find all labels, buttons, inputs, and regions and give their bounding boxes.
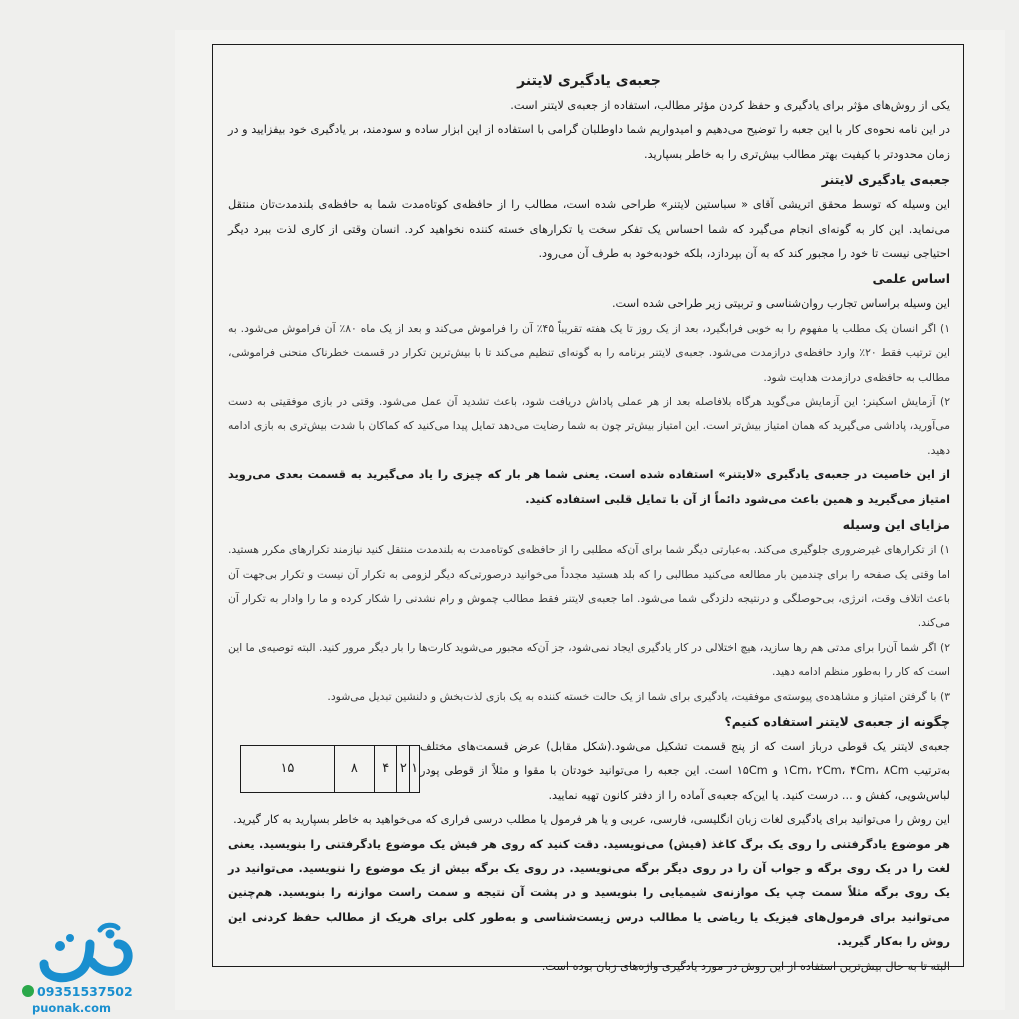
advantage-item-1: ۱) از تکرارهای غیرضروری جلوگیری می‌کند. به‌عبارتی دیگر شما برای آن‌که مطلبی را از حافظه‌ی کوتاه‌مدت به بلندمدت منتقل کنید نیازمند تکرارهای مکرر هستید. اما وقتی یک صفحه را برای چندمین بار مطالعه می‌کنید مطالبی را که بلد هستید مجدداً می‌خوانید درصورتی‌که دیگر لزومی به تکرار آن نیست و تکرار بی‌جهت آن باعث اتلاف وقت، انرژی، بی‌حوصلگی و درنتیجه دلزدگی شما می‌شود. اما جعبه‌ی لایتنر فقط مطالب چموش و رام نشدنی را شکار کرده و ما را وادار به تکرار آن می‌کند. xyxy=(228,543,950,630)
scientific-basis-conclusion: از این خاصیت در جعبه‌ی یادگیری «لایتنر» استفاده شده است. یعنی شما هر بار که چیزی را یاد می‌گیرید به قسمت بعدی می‌روید امتیاز می‌گیرید و همین باعث می‌شود دائماً از آن با تمایل قلبی استفاده کنید. xyxy=(228,468,950,506)
scientific-basis-item-2: ۲) آزمایش اسکینر: این آزمایش می‌گوید هرگاه بلافاصله بعد از هر عملی پاداش دریافت شود، باعث تشدید آن عمل می‌شود. وقتی در بازی موفقیتی به دست می‌آورید، پاداشی می‌گیرید که همان امتیاز بیش‌تر است. این امتیاز بیش‌تر چون به شما رضایت می‌دهد تمایل پیدا می‌کنید که کماکان با شدت بیش‌تری به بازی ادامه دهید. xyxy=(228,395,950,457)
section-heading-how-to-use: چگونه از جعبه‌ی لایتنر استفاده کنیم؟ xyxy=(724,713,950,729)
leitner-box-description: این وسیله که توسط محقق اتریشی آقای « سباستین لایتنر» طراحی شده است، مطالب را از حافظه‌ی کوتاه‌مدت شما به حافظه‌ی بلندمدت‌تان منتقل می‌نماید. این کار به گونه‌ای انجام می‌گیرد که شما احساس یک تفکر سخت یا تکرارهای خسته کننده نخواهید کرد. انسان وقتی از کاری لذت ببرد دیگر احتیاجی نیست تا خود را مجبور کند که به آن بپردازد، بلکه خودبه‌خود به طرف آن می‌رود. xyxy=(228,198,950,261)
box-cell-1: ۱ xyxy=(411,760,419,776)
box-cell-4: ۴ xyxy=(375,746,398,792)
leitner-box-diagram xyxy=(240,745,420,793)
document-title: جعبه‌ی یادگیری لایتنر xyxy=(517,73,661,89)
usage-paragraph-1: این روش را می‌توانید برای یادگیری لغات زبان انگلیسی، فارسی، عربی و یا هر فرمول یا مطلب درسی فراری که می‌خواهید به خاطر بسپارید به کار گیرید. xyxy=(233,813,950,827)
box-description-text: جعبه‌ی لایتنر یک قوطی درباز است که از پنج قسمت تشکیل می‌شود.(شکل مقابل) عرض قسمت‌های مختلف به‌ترتیب ۱Cm، ۲Cm، ۴Cm، ۸Cm و ۱۵Cm است. این جعبه را می‌توانید خودتان با مقوا و مثلاً از قوطی پودر لباس‌شویی، کفش و ... درست کنید. یا این‌که جعبه‌ی آماده را از دفتر کانون تهیه نمایید. xyxy=(420,739,950,802)
whatsapp-icon xyxy=(22,985,34,997)
section-heading-leitner-box: جعبه‌ی یادگیری لایتنر xyxy=(821,172,950,188)
section-heading-advantages: مزایای این وسیله xyxy=(842,517,950,533)
phone-number: 09351537502 xyxy=(37,984,133,999)
box-cell-2: ۲ xyxy=(397,746,410,792)
advantage-item-2: ۲) اگر شما آن‌را برای مدتی هم رها سازید، هیچ اختلالی در کار یادگیری ایجاد نمی‌شود، جز آن‌که مجبور می‌شوید کارت‌ها را بار دیگر مرور کنید. البته توصیه‌ی ما این است که کار را به‌طور منظم ادامه دهید. xyxy=(228,640,950,679)
contact-phone xyxy=(22,984,133,999)
usage-paragraph-2: هر موضوع یادگرفتنی را روی یک برگ کاغذ (فیش) می‌نویسید. دقت کنید که روی هر فیش یک موضوع یادگرفتنی را بنویسید. یعنی لغت را در یک روی برگه و جواب آن را در روی دیگر برگه می‌نویسید. در روی یک برگه بیش از یک موضوع را ننویسید. می‌توانید در یک روی برگه مثلاً سمت چپ یک موازنه‌ی شیمیایی را بنویسید و در پشت آن نتیجه و سمت راست موازنه را بنویسید. هم‌چنین می‌توانید برای فرمول‌های فیزیک یا ریاضی یا مطالب درس زیست‌شناسی و به‌طور کلی برای هریک از مطالب حفظ کردنی این روش را به‌کار گیرید. xyxy=(228,837,950,949)
section-heading-scientific-basis: اساس علمی xyxy=(872,271,950,287)
box-cell-8: ۸ xyxy=(335,746,375,792)
scientific-basis-item-1: ۱) اگر انسان یک مطلب یا مفهوم را به خوبی فرابگیرد، بعد از یک روز تا یک هفته تقریباً ۴۵٪ آن را فراموش می‌کند و بعد از یک ماه ۸۰٪ آن فراموش می‌شود. به این ترتیب فقط ۲۰٪ وارد حافظه‌ی درازمدت می‌شود. جعبه‌ی لایتنر برنامه را به گونه‌ای تنظیم می‌کند تا با بیش‌ترین تکرار در قسمت خطرناک منحنی فراموشی، مطالب به حافظه‌ی درازمدت هدایت شود. xyxy=(228,321,950,384)
intro-paragraph-2: در این نامه نحوه‌ی کار با این جعبه را توضیح می‌دهیم و امیدواریم شما داوطلبان گرامی با استفاده از این ابزار ساده و سودمند، بر یادگیری خود بیفزایید و در زمان محدودتر با کیفیت بهتر مطالب بیش‌تری را به خاطر بسپارید. xyxy=(228,123,950,161)
puonak-logo-icon xyxy=(30,922,138,988)
puonak-watermark-logo xyxy=(22,922,150,1014)
scientific-basis-lead: این وسیله براساس تجارب روان‌شناسی و تربیتی زیر طراحی شده است. xyxy=(611,297,950,311)
website-url: puonak.com xyxy=(32,1001,111,1015)
box-description-row xyxy=(228,735,950,808)
intro-paragraph-1: یکی از روش‌های مؤثر برای یادگیری و حفظ کردن مؤثر مطالب، استفاده از جعبه‌ی لایتنر است. xyxy=(510,99,950,112)
advantage-item-3: ۳) با گرفتن امتیاز و مشاهده‌ی پیوسته‌ی موفقیت، یادگیری برای شما از یک حالت خسته کننده به یک بازی لذت‌بخش و دلنشین تبدیل می‌شود. xyxy=(327,689,950,703)
box-cell-15: ۱۵ xyxy=(241,746,335,792)
usage-paragraph-3: البته تا به حال بیش‌ترین استفاده از این روش در مورد یادگیری واژه‌های زبان بوده است. xyxy=(541,959,950,973)
document-body xyxy=(228,68,950,973)
